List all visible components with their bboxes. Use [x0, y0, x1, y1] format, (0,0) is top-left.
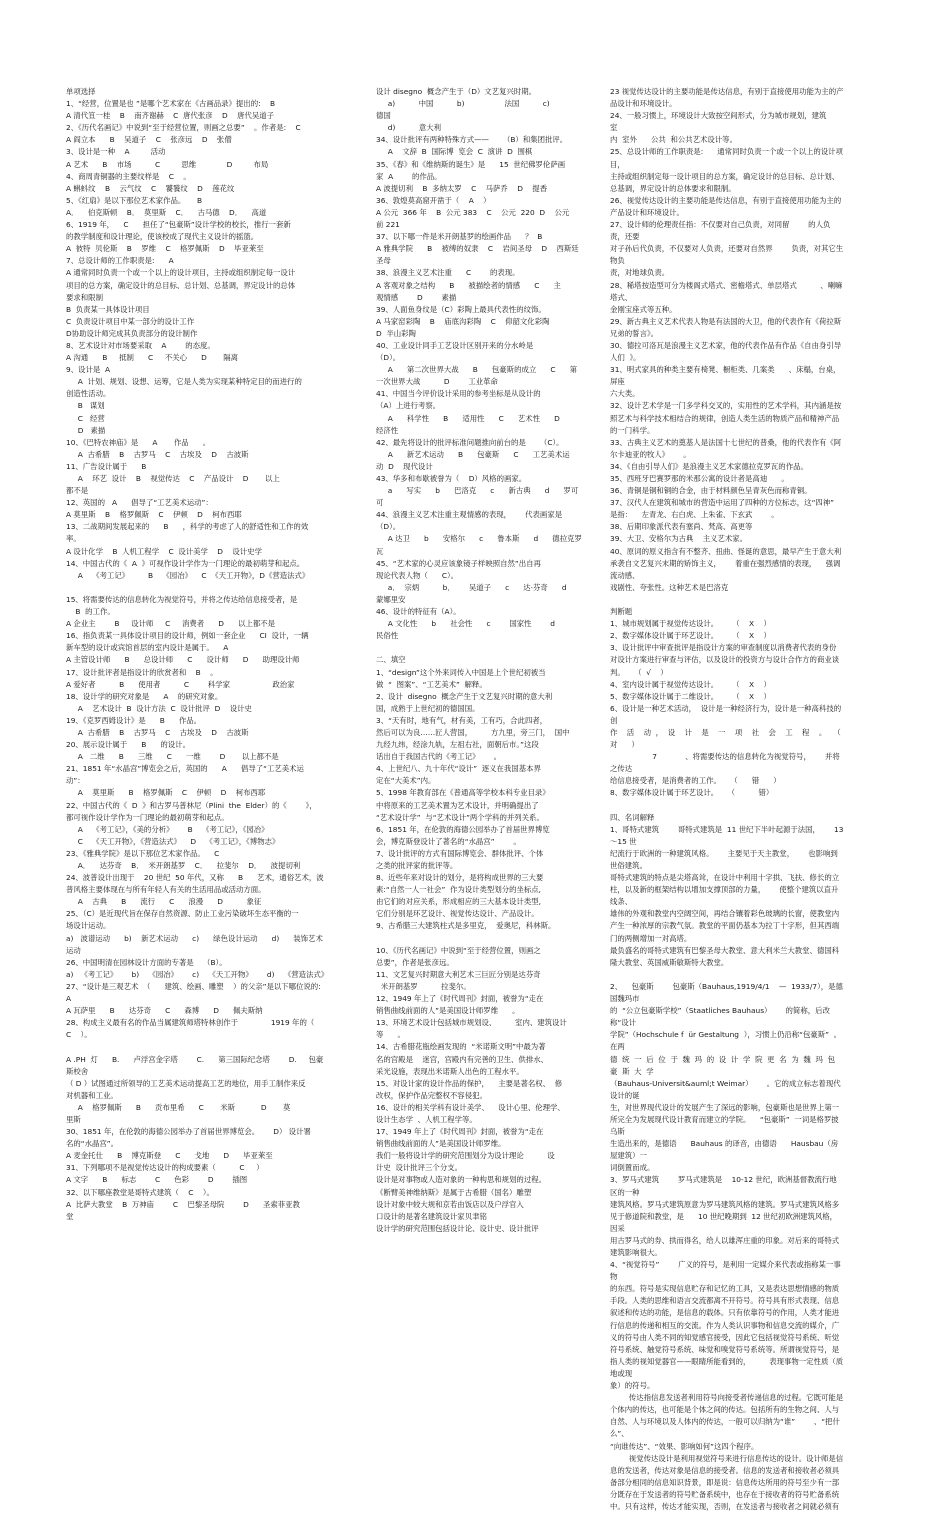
text-line: 对子孙后代负责，不仅要对人负责，还要对自然界 负责，对其它生物负: [610, 244, 844, 266]
text-line: 我们一般将设计学的研究范围划分为设计理论 设: [376, 1151, 555, 1161]
text-line: 率。: [66, 534, 81, 544]
text-line: A 通常同时负责一个或一个以上的设计项目，主持或组织制定每一设计: [66, 268, 296, 278]
text-line: 3、设计是一种 A 活动: [66, 147, 166, 157]
text-line: 计史 设计批评三个分支。: [376, 1163, 462, 1173]
text-line: B 谋划: [66, 401, 105, 411]
text-line: 现论代表人物（ C）。: [376, 570, 459, 580]
text-line: 所完全为发展现代设计教育而建立的学院。 “包豪斯” 一词是格罗披乌斯: [610, 1114, 839, 1137]
text-line: 兄弟的誓言》。: [610, 328, 659, 338]
text-line: 一次世界大战 D 工业革命: [376, 377, 498, 387]
text-line: 36、敦煌莫高窟开凿于（ A ）: [376, 195, 491, 205]
text-line: 行信息的传递和相互的交流。作为人类认识事物和信息交流的媒介，广: [610, 1320, 840, 1330]
text-line: 的 “公立包豪斯学校”（Staatliches Bauhaus） 的简称，后改称“设计: [610, 1006, 830, 1028]
text-line: C 《天工开物》，《营造法式》 D 《考工记》，《博物志》: [66, 836, 280, 846]
text-line: A 麦金托仕 B 博克斯登 C 戈地 D 毕亚莱至: [66, 1151, 273, 1161]
text-line: （A）上进行考察。: [376, 401, 441, 411]
text-line: 11、文艺复兴时期意大利艺术三巨匠分别是达芬奇: [376, 969, 541, 979]
text-line: A 二维 B 三维 C 一维 D 以上都不是: [66, 752, 279, 762]
text-line: 40、工业设计同手工艺设计区别开来的分水岭是: [376, 340, 534, 350]
text-line: 民俗性: [376, 631, 399, 641]
text-line: 30、德拉可洛瓦是浪漫主义艺术家，他的代表作品有作品《自由身引导: [610, 340, 842, 350]
text-line: 门的两侧增加一对高塔。: [610, 933, 692, 943]
text-line: 41、中国当今评价设计采用的参考坐标是从设计的: [376, 389, 541, 399]
text-line: 44、浪漫主义艺术注重主观情感的表现， 代表画家是: [376, 510, 563, 520]
text-line: 26、中国明清在园林设计方面的专著是 （B）。: [66, 957, 227, 967]
text-line: 场设计运动。: [66, 921, 111, 931]
text-line: [376, 933, 582, 945]
text-line: 它们分别是环艺设计、视觉传达设计、产品设计。: [376, 909, 539, 919]
text-line: A 《考工记》 B 《园冶》 C 《天工开物》，D《营造法式》: [66, 570, 310, 580]
text-line: 符号系统、触觉符号系统、味觉和嗅觉符号系统等。所谓视觉符号，是: [610, 1344, 840, 1354]
text-line: 40、原词的原义指含有不整齐、扭曲、怪诞的意思，最早产生于意大利: [610, 546, 842, 556]
text-line: 米开朗基罗 拉斐尔。: [376, 981, 471, 991]
text-line: 产生一种浓厚的宗教气氛。教堂的平面仍基本为拉丁十字形，但其西端: [610, 921, 840, 931]
text-line: A 公元 366 年 B 公元 383 C 公元 220 D 公元: [376, 207, 570, 217]
text-line: 5、1998 年教育部在《普通高等学校本科专业目录》: [376, 788, 550, 798]
text-line: 建筑影响很大。: [610, 1248, 662, 1257]
text-line: 17、设计批评者是指设计的欣赏者和 B 。: [66, 667, 218, 677]
text-line: A 艺术 B 市场 C 思维 D 布局: [66, 159, 269, 169]
text-line: A 设计化学 B 人机工程学 C 设计美学 D 设计史学: [66, 546, 262, 556]
text-line: 39、人面鱼身纹是（C）彩陶上最具代表性的纹饰。: [376, 304, 546, 314]
text-line: “向谁传达”、“效果、影响如何”这四个程序。: [610, 1441, 759, 1451]
text-line: 32、以下哪座教堂是哥特式建筑（ C ）。: [66, 1187, 214, 1197]
text-line: 14、中国古代的《 A 》可视作设计学作为一门理论的最初萌芽和起点。: [66, 558, 305, 568]
text-line: 照艺术与科学技术相结合的规律，创造人类生活的物质产品和精神产品: [610, 413, 840, 423]
text-line: 主持或组织制定每一设计项目的总方案，确定设计的总目标、总计划、: [610, 171, 840, 181]
text-line: 是指： 左青龙、右白虎、上朱雀、下玄武 。: [610, 510, 779, 520]
text-line: 自然、人与环境以及人体内的传达，一般可以归纳为“谁” 、“把什么”、: [610, 1417, 840, 1439]
text-line: [66, 1041, 328, 1053]
text-line: 产品设计和环境设计。: [610, 207, 684, 217]
text-line: 8、艺术设计对市场要采取 A 的态度。: [66, 340, 215, 350]
text-line: 斯校舍: [66, 1066, 89, 1076]
text-line: 话出自于我国古代的《考工记》 。: [376, 752, 501, 762]
text-line: 作 活 动 ， 设 计 是 一 项 社 会 工 程 。 （ 对 ）: [610, 727, 869, 750]
text-line: 会，博克斯登设计了著名的“水晶宫” 。: [376, 836, 521, 846]
text-line: A 古希腊 B 古罗马 C 古埃及 D 古波斯: [66, 449, 249, 459]
text-line: 指人类的视知觉器官——眼睛所能看到的， 表现事物一定性质（质地或现: [610, 1356, 844, 1378]
text-line: 设计是对事物或人造对象的一种构思和规划的过程。: [376, 1175, 546, 1185]
text-line: 36、青铜是铜和铜的合金，由于材料颜色呈青灰色而称青铜。: [610, 486, 812, 496]
text-line: 然后可以为良……匠人营国， 方九里，旁三门， 国中: [376, 727, 570, 737]
text-line: 27、设计师的伦理责任指：不仅要对自己负责，对同留 的人负责，还要: [610, 220, 831, 242]
text-line: 13、二战期间发展起来的 B ，科学的考虑了人的舒适性和工作的效: [66, 522, 309, 532]
text-line: 1、城市规划属于视觉传达设计。 （ X ）: [610, 619, 771, 629]
text-line: 家 A 的作品。: [376, 171, 442, 181]
text-line: 手段。人类的思维和语言交流都离不开符号。符号具有形式表现、信息: [610, 1296, 840, 1306]
text-line: 15、对设计家的设计作品的保护， 主要是著名权、 修: [376, 1078, 563, 1088]
text-line: A: [66, 994, 72, 1004]
text-line: 42、最先将设计的批评标准问题推向前台的是 （C）。: [376, 437, 564, 447]
text-line: 创造性活动。: [66, 389, 111, 399]
text-line: 8、近些年来对设计的划分，是将构成世界的三大要: [376, 873, 544, 883]
text-line: 象）的符号。: [610, 1381, 655, 1391]
text-line: 17、1949 年上了《时代周刊》封面，被誉为“走在: [376, 1127, 544, 1137]
text-line: 备部分相同的信息知识背景，即是说：信息传达所用的符号至少有一部: [610, 1477, 840, 1487]
text-line: B 负责某一具体设计项目: [66, 304, 150, 314]
text-line: 1、“经营，位置是也 ”是哪个艺术家在《古画品录》提出的: B: [66, 99, 276, 109]
text-line: 30、1851 年，在伦敦的海德公园举办了首届世界博览会。 D） 设计署: [66, 1127, 311, 1137]
text-line: 14、古希腊花瓶绘画发现的 “米诺斯文明”中最为著: [376, 1042, 546, 1052]
text-line: A 古典 B 流行 C 浪漫 D 象征: [66, 897, 262, 907]
text-line: A 古希腊 B 古罗马 C 古埃及 D 古波斯: [66, 727, 249, 737]
text-line: 里斯: [66, 1114, 81, 1124]
column-right: [610, 86, 869, 1511]
text-line: 34、设计批评有两种特殊方式—— （B）和集团批评。: [376, 135, 568, 145]
text-line: 1、哥特式建筑 哥特式建筑是 11 世纪下半叶起源于法国， 13～15 世: [610, 824, 844, 846]
text-line: A 比萨大教堂 B 万神庙 C 巴黎圣母院 D 圣索菲亚教: [66, 1199, 300, 1209]
text-line: 16、设计的相关学科有设计美学、 设计心里、伦理学、: [376, 1102, 565, 1112]
text-line: C 经营: [66, 413, 105, 423]
text-line: 22、中国古代的《 D 》和古罗马普林尼（Plini the Elder）的《 》，: [66, 800, 317, 810]
text-line: 最负盛名的哥特式建筑有巴黎圣母大教堂、意大利米兰大教堂、德国科: [610, 945, 840, 955]
text-line: 4、上世纪八、九十年代“设计” 逐义在我国基本界: [376, 764, 541, 774]
text-line: 设计学的研究范围包括设计论、设计史、设计批评: [376, 1223, 539, 1233]
text-line: 名的宫殿是 迷宫，宫殿内有完善的卫生、供排水、: [376, 1054, 548, 1064]
text-line: 动 D 现代设计: [376, 461, 433, 471]
text-line: 设计生态学 、人机工程学等。: [376, 1114, 477, 1124]
text-line: 46、设计的特征有（A）。: [376, 607, 461, 617]
text-line: A 客观对象之结构 B 被描绘者的情感 C 主: [376, 280, 561, 290]
text-line: 37、以下哪一件是米开朗基罗的绘画作品 ？ B: [376, 232, 543, 242]
text-line: [610, 800, 844, 812]
text-line: 新车型的设计或宾馆首层的室内设计是属于。 A: [66, 643, 229, 653]
text-line: 的教学制度和设计理论，使该校成了现代主义设计的摇篮。: [66, 232, 259, 242]
text-line: 给信息接受者，是消费者的工作。 （ 错 ）: [610, 776, 781, 786]
text-line: a) 波谱运动 b) 新艺术运动 c) 绿色设计运动 d) 装饰艺术: [66, 933, 323, 943]
text-line: 39、大卫、安格尔为古典 主义艺术家。: [610, 534, 748, 544]
text-line: 做 “ 图案”、“工艺美术” 解释。: [376, 679, 487, 689]
text-line: 判。 （ √ ）: [610, 667, 668, 677]
text-line: 16、指负责某一具体设计项目的设计师，例如一套企业 CI 设计，一辆: [66, 631, 309, 641]
text-line: 26、视觉传达设计的主要功能是传达信息，有别于直接使用功能为主的: [610, 195, 842, 205]
text-line: 4、室内设计属于视觉传达设计。 （ X ）: [610, 679, 771, 689]
text-line: A 科学性 B 适用性 C 艺术性 D: [376, 413, 560, 423]
text-line: 19、《克罗西姆设计》是 B 作品。: [66, 715, 202, 725]
text-line: 25、（C）是近现代旨在保存自然资源、防止工业污染破坏生态平衡的一: [66, 909, 299, 919]
text-line: D 半山彩陶: [376, 328, 416, 338]
text-line: A 文辞 B 国际博 览会 C 演讲 D 围棋: [376, 147, 533, 157]
text-line: （D）。: [376, 353, 401, 363]
text-line: 31、明式家具的种类主要有椅凳、橱柜类、几案类 、床榻，台桌，屏座: [610, 365, 841, 387]
text-line: d) 意大利: [376, 123, 441, 133]
text-line: 等 。: [376, 1030, 405, 1040]
text-line: 6、设计是一种艺术活动， 设计是一种经济行为，设计是一种高科技的创: [610, 703, 842, 725]
text-line: 二、填空: [376, 655, 406, 665]
text-line: “艺术设计学” 与“艺术设计”两个学科的并列关系。: [376, 812, 544, 822]
text-line: 中将原来的工艺美术置为艺术设计，并明确提出了: [376, 800, 539, 810]
text-line: 内 室外 公共 和公共艺术设计等。: [610, 135, 737, 145]
text-line: A 《考工记》，《美的分析》 B 《考工记》，《园冶》: [66, 824, 269, 834]
text-line: 6、1919 年， C 担任了“包豪斯”设计学校的校长，推行一套新: [66, 220, 291, 230]
text-line: 判断题: [610, 607, 633, 617]
text-line: 28、稀塔按造型可分为楼阁式塔式、密檐塔式、单层塔式 、喇嘛塔式、: [610, 280, 843, 302]
text-line: 前 221: [376, 220, 400, 230]
text-line: A 雅典学院 B 被缚的奴隶 C 岩间圣母 D 西斯廷: [376, 244, 579, 254]
text-line: 经济性: [376, 425, 399, 435]
text-line: 4、“视觉符号” 广义的符号，是利用一定媒介来代表或指称某一事物: [610, 1260, 841, 1282]
text-line: 设计对象中较大规和京若由饭店以及户浮官入: [376, 1199, 524, 1209]
text-line: 观情感 D 素描: [376, 292, 457, 302]
text-line: A 爱好者 B 使用者 C 科学家 政治家: [66, 679, 295, 689]
text-line: 建筑风格。罗马式建筑原意为罗马建筑风格的建筑。罗马式建筑风格多: [610, 1199, 840, 1209]
text-line: 35、《春》和《维纳斯的诞生》是 15 世纪佛罗伦萨画: [376, 159, 566, 169]
text-line: 设计 disegno 概念产生于（D）文艺复兴时期。: [376, 87, 537, 96]
text-line: A 环艺 设计 B 视觉传达 C 产品设计 D 以上: [66, 474, 280, 483]
text-line: 销售曲线前面的人”是美国设计师罗维。: [376, 1139, 506, 1149]
text-line: 九经九纬，经涂九轨，左祖右社，面朝后市。”这段: [376, 740, 539, 750]
text-line: 4、商周青铜器的主要纹样是 C 。: [66, 171, 191, 181]
text-line: A 蝌蚪纹 B 云气纹 C 饕餮纹 D 莲花纹: [66, 183, 235, 193]
text-line: 的一门科学。: [610, 425, 655, 435]
text-line: 3、“天有时，地有气，材有美，工有巧，合此四者，: [376, 715, 548, 725]
text-line: 1、“design”这个外来词传入中国是上个世纪初被当: [376, 667, 546, 677]
text-line: 对设计方案进行审查与评估，以及设计的投资方与设计合作方的商业谈: [610, 655, 840, 665]
text-line: 瓦: [376, 546, 384, 556]
text-line: D协助设计师完成其负责部分的设计制作: [66, 328, 198, 338]
text-line: 名的“水晶宫”。: [66, 1139, 119, 1149]
text-line: 销售曲线前面的人”是美国设计师罗维 。: [376, 1006, 520, 1016]
text-line: a． 宗炳 b． 吴道子 c 达·芬奇 d: [376, 582, 567, 592]
text-line: 7、总设计师的工作职责是: A: [66, 256, 174, 266]
text-line: 18、设计学的研究对象是 A 的研究对象。: [66, 691, 223, 701]
text-line: 国，成熟于上世纪初的德国国。: [376, 703, 480, 713]
text-line: A 马家窑彩陶 B 庙底沟彩陶 C 仰韶文化彩陶: [376, 316, 550, 326]
text-line: 隆大教堂、英国威斯敏斯特大教堂。: [610, 957, 729, 967]
column-left: [66, 86, 328, 1305]
text-line: 都不是: [66, 486, 89, 496]
text-line: 2、 包豪斯 包豪斯（Bauhaus,1919/4/1 — 1933/7），是德国魏玛市: [610, 981, 843, 1004]
text-line: 要求和限制: [66, 292, 103, 302]
text-line: 7、设计批评的方式有国际博览会、群体批评、个体: [376, 848, 544, 858]
text-line: 12、英国的 A 倡导了“工艺美术运动”：: [66, 498, 213, 508]
text-line: 生，对世界现代设计的发展产生了深远的影响，包豪斯也是世界上第一: [610, 1102, 840, 1112]
text-line: A 计划、规划、设想、运筹，它是人类为实现某种特定目的而进行的: [66, 377, 302, 387]
text-line: 2、《历代名画记》中说到“至于经营位置，则画之总要” 。作者是: C: [66, 123, 301, 133]
text-line: A 莫里斯 B 格罗佩斯 C 伊顿 D 柯布西耶: [66, 510, 242, 520]
text-line: 六大类。: [610, 389, 640, 399]
text-line: 采光设施，表现出米诺斯人出色的工程水平。: [376, 1066, 524, 1076]
text-line: 哥特式建筑的特点是尖塔高耸，在设计中利用十字拱、飞扶、修长的立: [610, 873, 840, 883]
text-line: 43、华多和布歇被誉为（ D）风格的画家。: [376, 474, 527, 483]
text-line: 传达指信息发送者利用符号向接受者传递信息的过程。它既可能是: [610, 1393, 844, 1403]
text-line: 《断臂美神维纳斯》是属于古希腊（国名）雕塑: [376, 1187, 532, 1197]
text-line: 12、1949 年上了《时代周刊》封面，被誉为“走在: [376, 994, 544, 1004]
text-line: 承袭自文艺复兴末期的矫饰主义， 着重在强烈感情的表现， 强调流动感、: [610, 558, 841, 580]
text-line: A 莫里斯 B 格罗佩斯 C 伊顿 D 柯布西耶: [66, 788, 266, 798]
text-line: 口设计的是著名建筑设计家贝聿铭: [376, 1211, 487, 1221]
text-line: 28、构成主义最有名的作品当属建筑师塔特林创作于 1919 年的（ C ）。: [66, 1018, 324, 1040]
text-line: C 负责设计项目中某一部分的设计工作: [66, 316, 195, 326]
text-line: 5、数字媒体设计属于二维设计。 （ X ）: [610, 691, 771, 701]
text-line: 总要”，作者是张彦远。: [376, 957, 454, 967]
text-line: A 文化性 b 社会性 c 国家性 d: [376, 619, 555, 629]
text-line: 3、罗马式建筑 罗马式建筑是 10-12 世纪，欧洲基督教流行地区的一种: [610, 1175, 837, 1197]
text-line: 对机器和工业。: [66, 1090, 118, 1100]
text-line: 普风格主要体现在与所有年轻人有关的生活用品或活动方面。: [66, 885, 266, 895]
text-line: A 彼特 贝伦斯 B 罗维 C 格罗佩斯 D 毕亚莱至: [66, 244, 264, 254]
text-line: 23、《雅典学院》是以下那位艺术家作品。 C: [66, 848, 220, 858]
text-line: 35、西班牙巴赛罗那的米那公寓的设计者是高迪 。: [610, 474, 789, 483]
text-line: 息的发送者，传达对象是信息的接受者。信息的发送者和接收者必须具: [610, 1465, 840, 1475]
text-line: 四、名词解释: [610, 812, 655, 822]
text-line: 义的符号由人类不同的知觉感官接受，因此它包括视觉符号系统、听觉: [610, 1332, 840, 1342]
text-line: 圣母: [376, 256, 391, 266]
text-line: 单项选择: [66, 87, 96, 96]
text-line: [610, 969, 844, 981]
text-line: 德 统 一 后 位 于 魏 玛 的 设 计 学 院 更 名 为 魏 玛 包 豪 斯 大 学: [610, 1054, 840, 1076]
text-line: A 主管设计师 B 总设计师 C 设计师 D 助理设计师: [66, 655, 300, 665]
text-line: 总基调，界定设计的总体要求和限制。: [610, 183, 736, 193]
text-line: a) 中国 b) 法国 c) 德国: [376, 99, 588, 121]
text-line: B 的工作。: [66, 607, 115, 617]
text-line: 词倒置而成。: [610, 1163, 655, 1173]
text-line: A 企业主 B 设计师 C 消费者 D 以上都不是: [66, 619, 276, 629]
column-middle: [376, 86, 588, 1305]
text-line: [66, 582, 328, 594]
text-line: 见于修道院和教堂，是 10 世纪晚期到 12 世纪初欧洲建筑风格，因采: [610, 1211, 838, 1233]
text-line: 之类的批评家的批评等。: [376, 861, 458, 870]
text-line: 34、《自由引导人们》是浪漫主义艺术家德拉克罗瓦的作品。: [610, 461, 808, 471]
text-line: 45、“艺术家的心灵应该象镜子样映照自然”出自再: [376, 558, 541, 568]
text-line: 37、汉代人在建筑和城市的营造中运用了四种的方位标志，这“四神”: [610, 498, 835, 508]
text-line: A． 达芬奇 B． 米开朗基罗 C． 拉斐尔 D． 波提切利: [66, 861, 301, 870]
text-line: 27、“设计是三观艺术 （ 建筑、绘画、雕塑 ）的父亲”是以下哪位说的:: [66, 981, 321, 991]
text-line: [610, 594, 844, 606]
text-line: 20、展示设计属于 B 的设计。: [66, 740, 190, 750]
text-line: A 波提切利 B 多纳太罗 C 马萨乔 D 提香: [376, 183, 548, 193]
text-line: 品设计和环境设计。: [610, 99, 677, 109]
text-line: 13、环境艺术设计包括城市规划设、 室内、建筑设计: [376, 1018, 567, 1028]
text-line: A 清代笪一桂 B 南齐谢赫 C 唐代张彦 D 唐代吴道子: [66, 111, 275, 121]
text-line: A .PH 灯 B. 卢浮宫金字塔 C. 第三国际纪念塔 D. 包豪: [66, 1054, 324, 1064]
text-line: 生造出来的，是德语 Bauhaus 的译音，由德语 Hausbau（房屋建筑）一: [610, 1139, 839, 1161]
text-line: 21、1851 年“水晶宫”博览会之后，英国的 A 倡导了“工艺美术运: [66, 764, 304, 774]
text-line: 柱，以及新的框架结构以增加支撑顶部的力量， 使整个建筑以直升线条、: [610, 885, 839, 907]
text-line: 10、《历代名画记》中说到“至于经营位置，则画之: [376, 945, 541, 955]
text-line: 24、波普设计出现于 20 世纪 50 年代，又称 B 艺术，通俗艺术，波: [66, 873, 324, 883]
text-line: 38、浪漫主义艺术注重 C 的表现。: [376, 268, 520, 278]
text-line: 用古罗马式的券、拱而得名，给人以雄浑庄重的印象。对后来的哥特式: [610, 1235, 840, 1245]
text-line: 学院”（Hochschule f ür Gestaltung ），习惯上仍沿称“包豪斯” 。在两: [610, 1030, 842, 1052]
text-line: 2、数字媒体设计属于环艺设计。 （ X ）: [610, 631, 771, 641]
text-line: A 格罗佩斯 B 贡布里希 C 米斯 D 莫: [66, 1102, 291, 1112]
text-line: 由它们的对应关系，形成相应的三大基本设计类型,: [376, 897, 541, 907]
text-line: 责，对地球负责。: [610, 268, 670, 278]
text-line: 都可视作设计学作为一门理论的最初萌芽和起点。: [66, 812, 229, 822]
text-line: 9、古希腊三大建筑柱式是多里克， 爱奥尼，科林斯。: [376, 921, 556, 931]
text-line: 的东西。符号是实现信息贮存和记忆的工具，又是表达思想情感的物质: [610, 1284, 840, 1294]
text-line: A 沟通 B 抵制 C 不关心 D 隔离: [66, 353, 239, 363]
text-line: （D）。: [376, 522, 401, 532]
text-line: 25、总设计师的工作职责是: 通常同时负责一个或一个以上的设计项目，: [610, 147, 843, 169]
text-line: 5、《红扇》是以下那位艺术家作品。 B: [66, 195, 203, 205]
text-line: 6、1851 年，在伦敦的海德公园举办了首届世界博览: [376, 824, 550, 834]
text-line: 雄伟的外观和教堂内空阔空间，再结合镶着彩色玻璃的长窗，使教堂内: [610, 909, 840, 919]
text-line: 7 、将需要传达的信息转化为视觉符号， 并将之传达: [610, 752, 840, 774]
text-line: a 写实 b 巴洛克 c 新古典 d 罗可可: [376, 486, 579, 508]
text-line: 项目的总方案，确定设计的总目标、总计划、总基调，界定设计的总体: [66, 280, 296, 290]
text-line: 定在“大美术”内。: [376, 776, 436, 786]
text-line: 分既存在于发送者的符号贮备系统中，也存在于接收者的符号贮备系统: [610, 1489, 840, 1499]
text-line: 23 视觉传达设计的主要功能是传达信息，有别于直接使用功能为主的产: [610, 87, 844, 96]
text-line: 人们 》。: [610, 353, 641, 363]
text-line: A． 伯克斯顿 B． 莫里斯 C． 古马德 D． 高道: [66, 207, 267, 217]
text-line: A 达卫 b 安格尔 c 鲁本斯 d 德拉克罗: [376, 534, 582, 544]
text-line: 视觉传达设计是利用视觉符号来进行信息传达的设计。设计师是信: [610, 1453, 844, 1463]
text-line: 素:“自然一人一社会” 作为设计类型划分的坐标点,: [376, 885, 542, 895]
text-line: 堂: [66, 1211, 74, 1221]
text-line: 改权，保护作品完整权不容侵犯。: [376, 1090, 487, 1100]
text-line: 中。只有这样，传达才能实现，否则，在发送者与接收者之间就必须有: [610, 1501, 840, 1511]
text-line: 个体内的传达，也可能是个体之间的传达。包括所有的生物之间、人与: [610, 1405, 840, 1415]
text-line: A 瓦萨里 B 达芬奇 C 森博 D 佩夫斯纳: [66, 1006, 263, 1016]
text-line: 24、一般习惯上，环境设计大致按空间形式，分为城市规划，建筑 室: [610, 111, 860, 133]
text-line: A 新艺术运动 B 包豪斯 C 工艺美术运: [376, 449, 570, 459]
text-line: 10、《巴特农神庙》是 A 作品 。: [66, 437, 211, 447]
text-line: 9、设计是 A: [66, 365, 111, 375]
text-line: A 阎立本 B 吴道子 C 张彦远 D 张僧: [66, 135, 232, 145]
text-line: 蒙娜里安: [376, 594, 406, 604]
text-line: 3、设计批评中审查批评是指设计方案的审查制度以消费者代表的身份: [610, 643, 837, 653]
text-line: [376, 642, 582, 654]
text-line: 动”：: [66, 776, 85, 786]
text-line: 15、将需要传达的信息转化为视觉符号，并将之传达给信息接受者，是: [66, 594, 298, 604]
text-line: A 文字 B 标志 C 色彩 D 插图: [66, 1175, 248, 1185]
text-line: 32、设计艺术学是一门多学科交叉的，实用性的艺术学科，其内涵是按: [610, 401, 842, 411]
text-line: （Bauhaus-Universit&auml;t Weimar） 。它的成立标志着现代设计的诞: [610, 1078, 841, 1100]
text-line: 尔卡迪亚的牧人》 。: [610, 449, 691, 459]
text-line: 叙述和传达的功能，是信息的载体。只有依靠符号的作用，人类才能进: [610, 1308, 840, 1318]
text-line: 11、广告设计属于 B: [66, 461, 147, 471]
text-line: 金刚宝座式等五种。: [610, 304, 677, 314]
text-line: 31、下列哪项不是视觉传达设计的构成要素（ C ）: [66, 1163, 264, 1173]
text-line: 运动: [66, 945, 81, 955]
text-line: a) 《考工记》 b) 《园冶》 c) 《天工开物》 d) 《营造法式》: [66, 969, 329, 979]
text-line: （ D ）试图通过所领导的工艺美术运动提高工艺的地位，用手工制作来反: [66, 1078, 306, 1088]
text-line: 8、数字媒体设计属于环艺设计。 （ 错）: [610, 788, 774, 798]
text-line: 戏剧性、夸张性。这种艺术是巴洛克: [610, 582, 729, 592]
text-line: D 素描: [66, 425, 106, 435]
text-line: A 艺术设计 B 设计方法 C 设计批评 D 设计史: [66, 703, 252, 713]
text-line: 38、后期印象派代表有塞尚、梵高、高更等: [610, 522, 753, 532]
text-line: A 第二次世界大战 B 包豪斯的成立 C 第: [376, 365, 577, 375]
text-line: 2、设计 disegno 概念产生于文艺复兴时期的意大利: [376, 691, 553, 701]
text-line: 33、古典主义艺术的奠基人是法国十七世纪的普桑，他的代表作有《阿: [610, 437, 842, 447]
text-line: 29、新古典主义艺术代表人物是有法国的大卫，他的代表作有《荷拉斯: [610, 316, 842, 326]
text-line: 纪流行于欧洲的一种建筑风格。 主要见于天主教堂， 也影响到世俗建筑。: [610, 848, 838, 870]
